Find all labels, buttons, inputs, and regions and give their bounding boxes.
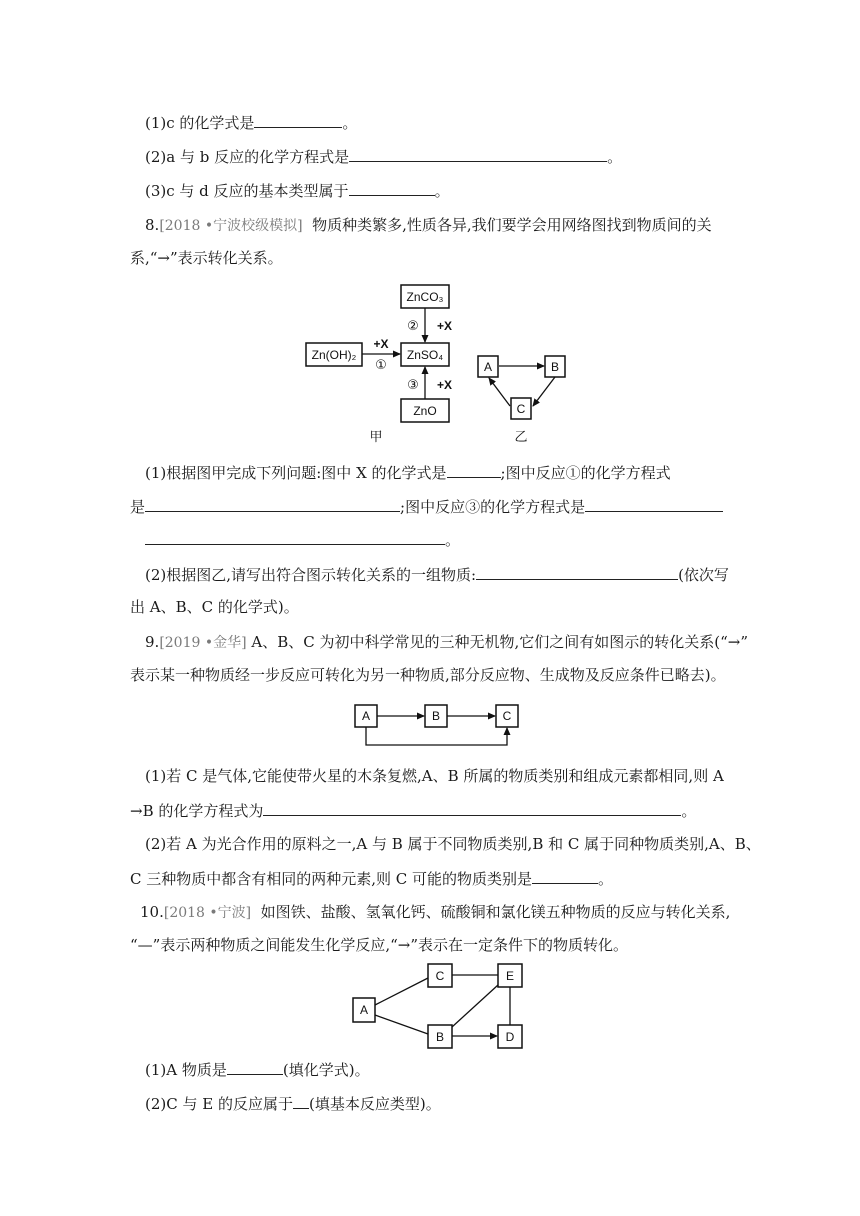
question-number: 8. [145,216,160,234]
figure-caption-yi: 乙 [514,429,528,444]
q8-stem-line1: 8.[2018 •宁波校级模拟] 物质种类繁多,性质各异,我们要学会用网络图找到物质间的关 [145,216,712,234]
node-b-label: B [435,1030,445,1044]
node-a-label: A [359,1003,369,1017]
q9-part2-line2: C 三种物质中都含有相同的两种元素,则 C 可能的物质类别是 。 [130,870,614,888]
q8-stem-line2: 系,“→”表示转化关系。 [130,249,283,267]
node-znoh2-label: Zn(OH)₂ [311,348,357,362]
answer-blank[interactable] [585,496,723,512]
node-znso4-label: ZnSO₄ [406,348,444,362]
figure-q10 [353,964,522,1048]
answer-blank[interactable] [476,564,678,580]
q8-part2-line1: (2)根据图乙,请写出符合图示转化关系的一组物质: (依次写 [145,566,729,584]
reaction-number-2: ② [407,318,419,333]
q9-stem-line2: 表示某一种物质经一步反应可转化为另一种物质,部分反应物、生成物及反应条件已略去)。 [130,666,726,684]
answer-blank[interactable] [263,800,681,816]
question-number: 9. [145,633,160,651]
reagent-x-label: +X [437,378,453,392]
q7-part2: (2)a 与 b 反应的化学方程式是 。 [145,148,623,166]
q10-part2: (2)C 与 E 的反应属于 (填基本反应类型)。 [145,1095,441,1113]
node-c-label: C [435,969,445,983]
figure-yi [478,356,565,444]
node-c-label: C [516,402,526,416]
question-source: [2018 •宁波] [163,905,252,921]
reaction-line-a-b [375,1015,428,1034]
q9-part1-line1: (1)若 C 是气体,它能使带火星的木条复燃,A、B 所属的物质类别和组成元素都相同,则 A [145,767,724,785]
q7-part3: (3)c 与 d 反应的基本类型属于 。 [145,182,450,200]
reaction-number-3: ③ [407,377,419,392]
q8-part1-line2: 是 ;图中反应③的化学方程式是 [130,496,723,517]
q9-stem-line1: 9.[2019 •金华] A、B、C 为初中科学常见的三种无机物,它们之间有如图示的转化关系(“→” [145,633,748,651]
answer-blank[interactable] [145,496,400,512]
question-source: [2018 •宁波校级模拟] [159,218,303,234]
reaction-line-b-e [452,985,498,1027]
q10-stem-line2: “—”表示两种物质之间能发生化学反应,“→”表示在一定条件下的物质转化。 [130,936,629,954]
q8-part1-line1: (1)根据图甲完成下列问题:图中 X 的化学式是 ;图中反应①的化学方程式 [145,464,671,482]
q9-part1-line2: →B 的化学方程式为 。 [130,802,697,820]
answer-blank[interactable] [145,529,445,545]
node-d-label: D [505,1030,515,1044]
answer-blank[interactable] [227,1059,283,1075]
q10-part1: (1)A 物质是 (填化学式)。 [145,1061,370,1079]
figure-jia [306,285,452,444]
q9-part2-line1: (2)若 A 为光合作用的原料之一,A 与 B 属于不同物质类别,B 和 C 属于同种物质类别,A、B、 [145,835,761,853]
figure-q9 [355,705,518,745]
reagent-x-label: +X [373,337,389,351]
figure-caption-jia: 甲 [369,429,383,444]
arrow-c-to-a [489,378,510,406]
node-a-label: A [361,709,371,723]
q10-stem-line1: 10.[2018 •宁波] 如图铁、盐酸、氢氧化钙、硫酸铜和氯化镁五种物质的反应与转化关系, [140,903,731,921]
reagent-x-label: +X [437,319,453,333]
q8-part2-line2: 出 A、B、C 的化学式)。 [130,598,299,616]
node-e-label: E [505,969,515,983]
arrow-a-to-c [366,727,507,745]
answer-blank[interactable] [447,462,501,478]
arrow-b-to-c [533,377,555,406]
question-source: [2019 •金华] [159,635,247,651]
node-c-label: C [502,709,512,723]
node-znco3-label: ZnCO₃ [406,290,444,304]
question-number: 10. [140,903,164,921]
reaction-number-1: ① [375,357,387,372]
q7-part1: (1)c 的化学式是 。 [145,114,358,132]
reaction-line-a-c [375,978,428,1005]
answer-blank[interactable] [293,1093,309,1109]
q8-part1-line3: 。 [145,529,460,550]
node-zno-label: ZnO [413,404,437,418]
node-a-label: A [483,360,493,374]
node-b-label: B [550,360,560,374]
node-b-label: B [431,709,441,723]
answer-blank[interactable] [532,868,598,884]
